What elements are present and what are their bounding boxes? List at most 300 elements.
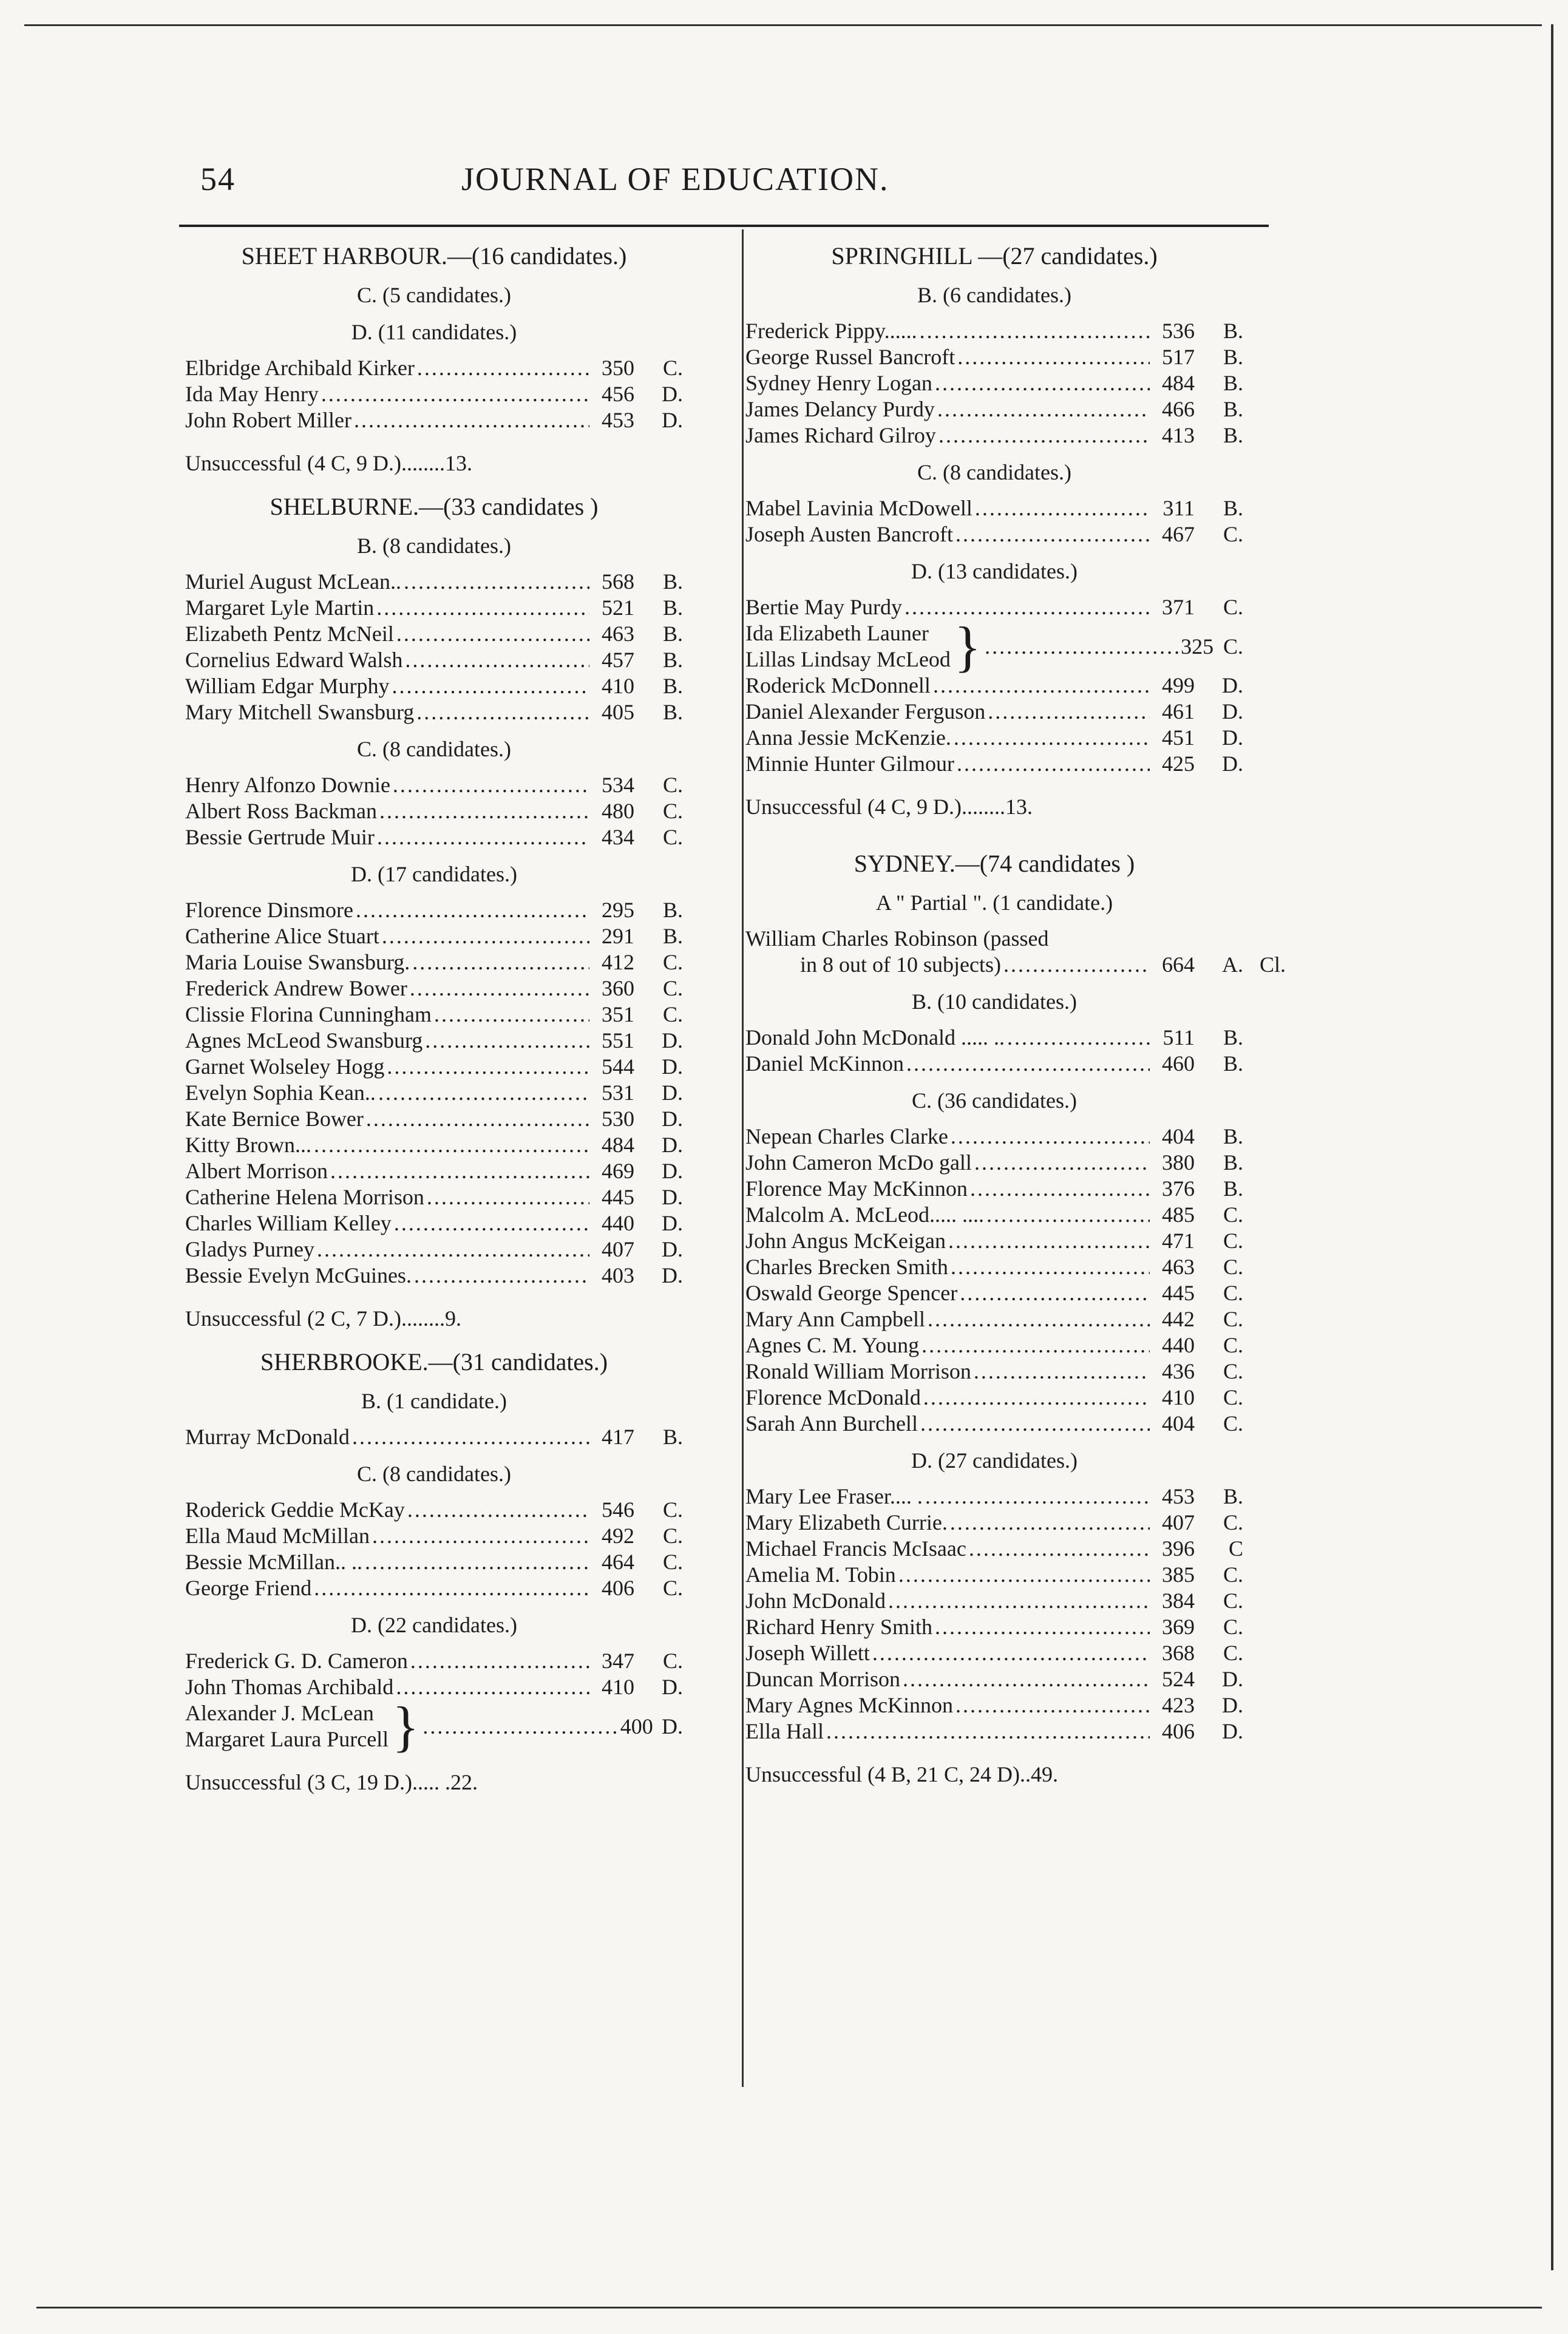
candidate-grade: C. xyxy=(1223,634,1243,659)
leader-dots xyxy=(872,1640,1150,1666)
candidate-grade: D. xyxy=(662,1237,683,1261)
candidate-score: 413 xyxy=(1162,423,1195,447)
candidate-grade: C. xyxy=(1223,1281,1243,1305)
candidate-name: John Robert Miller xyxy=(185,408,351,432)
candidate-entry xyxy=(745,1536,1243,1562)
candidate-grade: D. xyxy=(662,1675,683,1699)
candidate-score: 469 xyxy=(602,1159,634,1183)
candidate-entry xyxy=(745,1202,1243,1228)
candidate-score: 369 xyxy=(1162,1615,1195,1639)
candidate-name: Malcolm A. McLeod..... .... xyxy=(745,1203,984,1227)
candidate-grade: B. xyxy=(1223,1025,1243,1050)
candidate-score: 291 xyxy=(602,924,634,948)
candidate-name: Michael Francis McIsaac xyxy=(745,1536,966,1561)
candidate-grade: C. xyxy=(1223,1255,1243,1279)
candidate-entry xyxy=(185,569,683,595)
leader-dots xyxy=(366,1106,589,1132)
candidate-entry xyxy=(745,1280,1243,1306)
candidate-entry xyxy=(185,1184,683,1210)
candidate-entry xyxy=(185,647,683,673)
candidate-list xyxy=(745,1484,1243,1745)
candidate-score: 551 xyxy=(602,1028,634,1053)
candidate-grade: B. xyxy=(662,569,683,594)
candidate-score: 412 xyxy=(602,950,634,974)
candidate-score: 400 xyxy=(620,1714,653,1739)
candidate-entry xyxy=(745,1254,1243,1280)
candidate-entry xyxy=(745,495,1243,521)
candidate-name: Frederick Andrew Bower xyxy=(185,976,407,1000)
candidate-entry xyxy=(745,725,1243,751)
leader-dots xyxy=(974,1359,1150,1385)
candidate-score: 451 xyxy=(1162,725,1195,750)
leader-dots xyxy=(955,1692,1150,1718)
candidate-note: Cl. xyxy=(1259,952,1286,977)
leader-dots xyxy=(407,1497,589,1523)
grade-heading: C. (5 candidates.) xyxy=(357,283,511,307)
candidate-name: Bessie Evelyn McGuines. xyxy=(185,1263,412,1287)
candidate-score: 484 xyxy=(602,1133,634,1157)
candidate-score: 385 xyxy=(1162,1562,1195,1587)
candidate-grade: B. xyxy=(1223,1124,1243,1148)
candidate-list xyxy=(185,897,683,1289)
candidate-name: John McDonald xyxy=(745,1589,886,1613)
candidate-entry xyxy=(745,396,1243,422)
candidate-score: 406 xyxy=(1162,1719,1195,1743)
leader-dots xyxy=(974,1150,1150,1176)
candidate-name: Mary Ann Campbell xyxy=(745,1307,925,1331)
leader-dots xyxy=(410,1648,589,1674)
candidate-grade: B. xyxy=(1223,1051,1243,1076)
unsuccessful-summary: Unsuccessful (2 C, 7 D.)........9. xyxy=(185,1306,461,1331)
candidate-name: John Thomas Archibald xyxy=(185,1675,394,1699)
candidate-entry xyxy=(745,1718,1243,1745)
candidate-name: Evelyn Sophia Kean.. xyxy=(185,1080,376,1105)
candidate-grade: B. xyxy=(1223,1150,1243,1175)
candidate-score: 405 xyxy=(602,700,634,724)
candidate-score: 471 xyxy=(1162,1229,1195,1253)
column-divider xyxy=(742,229,744,2087)
leader-dots xyxy=(955,521,1150,548)
candidate-entry xyxy=(185,1575,683,1601)
candidate-score: 311 xyxy=(1162,496,1195,520)
candidate-score: 404 xyxy=(1162,1124,1195,1148)
candidate-entry xyxy=(745,1562,1243,1588)
leader-dots xyxy=(950,1510,1150,1536)
candidate-entry xyxy=(745,1666,1243,1692)
candidate-name: Florence Dinsmore xyxy=(185,898,353,922)
candidate-grade: C. xyxy=(1223,1385,1243,1410)
leader-dots xyxy=(352,1424,589,1450)
candidate-score: 453 xyxy=(602,408,634,432)
candidate-entry xyxy=(745,422,1243,449)
candidate-score: 440 xyxy=(602,1211,634,1235)
grade-heading: B. (6 candidates.) xyxy=(917,283,1071,307)
candidate-entry xyxy=(745,1359,1243,1385)
candidate-grade: D. xyxy=(662,408,683,432)
candidate-name: Charles Brecken Smith xyxy=(745,1255,948,1279)
leader-dots xyxy=(1003,952,1150,978)
candidate-entry xyxy=(745,699,1243,725)
candidate-name: Roderick McDonnell xyxy=(745,673,931,697)
section-shelburne xyxy=(185,494,683,1332)
bracketed-entry xyxy=(745,616,1243,677)
candidate-name: Ida Elizabeth Launer xyxy=(745,621,929,645)
candidate-name: Donald John McDonald ..... .. xyxy=(745,1025,1005,1050)
candidate-grade: D. xyxy=(662,1107,683,1131)
candidate-grade: C. xyxy=(662,1002,683,1026)
journal-title: JOURNAL OF EDUCATION. xyxy=(461,161,889,197)
leader-dots xyxy=(951,1254,1150,1280)
leader-dots xyxy=(957,344,1150,370)
candidate-score: 434 xyxy=(602,825,634,849)
candidate-score: 544 xyxy=(602,1054,634,1079)
candidate-name: Elbridge Archibald Kirker xyxy=(185,356,415,380)
candidate-grade: B. xyxy=(1223,1484,1243,1508)
section-sheet-harbour xyxy=(185,243,683,477)
candidate-entry xyxy=(745,1614,1243,1640)
candidate-name: Daniel Alexander Ferguson xyxy=(745,699,986,724)
candidate-name: Ella Hall xyxy=(745,1719,824,1743)
header-rule xyxy=(179,225,1269,227)
candidate-score: 380 xyxy=(1162,1150,1195,1175)
candidate-grade: D. xyxy=(1222,673,1243,697)
grade-heading: C. (8 candidates.) xyxy=(357,737,511,761)
leader-dots xyxy=(988,699,1150,725)
leader-dots xyxy=(377,824,589,850)
candidate-grade: C. xyxy=(1223,1203,1243,1227)
brace-symbol: } xyxy=(392,1695,419,1757)
candidate-entry xyxy=(745,1306,1243,1332)
candidate-grade: B. xyxy=(662,674,683,698)
candidate-score: 456 xyxy=(602,382,634,406)
candidate-entry xyxy=(185,1054,683,1080)
candidate-list xyxy=(185,1497,683,1601)
leader-dots xyxy=(937,396,1150,422)
candidate-name: Mary Elizabeth Currie. xyxy=(745,1510,948,1535)
candidate-name: Sarah Ann Burchell xyxy=(745,1411,918,1436)
leader-dots xyxy=(387,1054,589,1080)
section-title: SYDNEY.—(74 candidates ) xyxy=(854,850,1135,877)
candidate-entry xyxy=(185,1080,683,1106)
candidate-grade: C. xyxy=(662,799,683,823)
candidate-score: 350 xyxy=(602,356,634,380)
candidate-entry xyxy=(745,318,1243,344)
grade-heading: D. (22 candidates.) xyxy=(351,1613,517,1637)
candidate-score: 568 xyxy=(602,569,634,594)
candidate-score: 546 xyxy=(602,1498,634,1522)
candidate-entry xyxy=(185,798,683,824)
grade-heading: B. (8 candidates.) xyxy=(357,534,511,558)
partial-candidate-entry xyxy=(745,926,1286,978)
candidate-name: Ida May Henry xyxy=(185,382,319,406)
leader-dots xyxy=(425,1028,589,1054)
candidate-score: 410 xyxy=(602,674,634,698)
leader-dots xyxy=(928,1306,1150,1332)
candidate-name: Anna Jessie McKenzie. xyxy=(745,725,951,750)
leader-dots xyxy=(904,594,1150,620)
leader-dots xyxy=(948,1228,1150,1254)
candidate-name: Garnet Wolseley Hogg xyxy=(185,1054,385,1079)
leader-dots xyxy=(903,1666,1150,1692)
candidate-score: 376 xyxy=(1162,1176,1195,1201)
scan-edge-line xyxy=(24,24,1542,26)
leader-dots xyxy=(396,621,589,647)
bracketed-entry xyxy=(185,1695,683,1757)
candidate-entry xyxy=(185,355,683,381)
candidate-entry xyxy=(185,1263,683,1289)
candidate-entry xyxy=(745,1124,1243,1150)
candidate-score: 531 xyxy=(602,1080,634,1105)
leader-dots xyxy=(423,1714,620,1740)
candidate-score: 351 xyxy=(602,1002,634,1026)
grade-heading: B. (1 candidate.) xyxy=(361,1389,507,1413)
candidate-score: 536 xyxy=(1162,319,1195,343)
candidate-grade: D. xyxy=(1222,725,1243,750)
leader-dots xyxy=(417,355,589,381)
section-title: SHELBURNE.—(33 candidates ) xyxy=(270,493,599,520)
candidate-grade: D. xyxy=(662,1133,683,1157)
candidate-score: 511 xyxy=(1162,1025,1195,1050)
candidate-entry xyxy=(745,1588,1243,1614)
leader-dots xyxy=(898,1562,1150,1588)
candidate-list xyxy=(745,318,1243,449)
candidate-score: 534 xyxy=(602,773,634,797)
candidate-list xyxy=(185,1424,683,1450)
candidate-grade: C xyxy=(1228,1536,1243,1561)
candidate-grade: C. xyxy=(1223,1359,1243,1383)
candidate-entry xyxy=(185,1549,683,1575)
leader-dots xyxy=(954,725,1150,751)
candidate-grade: C. xyxy=(1223,595,1243,619)
candidate-grade: B. xyxy=(662,1425,683,1449)
section-title: SHERBROOKE.—(31 candidates.) xyxy=(260,1348,608,1376)
candidate-entry xyxy=(745,1510,1243,1536)
leader-dots xyxy=(376,595,589,621)
candidate-grade: B. xyxy=(1223,397,1243,421)
candidate-name: Mary Agnes McKinnon xyxy=(745,1693,953,1717)
candidate-score: 406 xyxy=(602,1576,634,1600)
unsuccessful-summary: Unsuccessful (4 B, 21 C, 24 D)..49. xyxy=(745,1762,1058,1786)
leader-dots xyxy=(414,1263,589,1289)
candidate-name: Charles William Kelley xyxy=(185,1211,392,1235)
candidate-name: John Cameron McDo gall xyxy=(745,1150,972,1175)
candidate-score: 485 xyxy=(1162,1203,1195,1227)
candidate-entry xyxy=(185,949,683,975)
grade-heading: C. (8 candidates.) xyxy=(917,460,1071,484)
candidate-score: 360 xyxy=(602,976,634,1000)
candidate-name: Sydney Henry Logan xyxy=(745,371,932,395)
leader-dots xyxy=(321,381,589,407)
candidate-name: Murray McDonald xyxy=(185,1425,350,1449)
leader-dots xyxy=(378,1080,589,1106)
candidate-score: 467 xyxy=(1162,522,1195,546)
candidate-score: 463 xyxy=(602,622,634,646)
candidate-entry xyxy=(745,1411,1243,1437)
candidate-score: 461 xyxy=(1162,699,1195,724)
candidate-name: Richard Henry Smith xyxy=(745,1615,932,1639)
candidate-score: 440 xyxy=(1162,1333,1195,1357)
unsuccessful-summary: Unsuccessful (4 C, 9 D.)........13. xyxy=(745,795,1033,819)
candidate-name: Amelia M. Tobin xyxy=(745,1562,896,1587)
leader-dots xyxy=(935,370,1150,396)
candidate-score: 403 xyxy=(602,1263,634,1287)
candidate-name: Agnes McLeod Swansburg xyxy=(185,1028,423,1053)
candidate-score: 480 xyxy=(602,799,634,823)
candidate-name: Lillas Lindsay McLeod xyxy=(745,647,951,671)
leader-dots xyxy=(826,1718,1150,1745)
left-column xyxy=(185,243,683,1813)
section-title: SHEET HARBOUR.—(16 candidates.) xyxy=(241,242,627,270)
leader-dots xyxy=(888,1588,1150,1614)
scan-edge-line xyxy=(36,2307,1542,2309)
grade-heading: B. (10 candidates.) xyxy=(912,989,1077,1014)
candidate-name: Kitty Brown... xyxy=(185,1133,312,1157)
leader-dots xyxy=(920,318,1150,344)
candidate-grade: C. xyxy=(662,1576,683,1600)
candidate-score: 517 xyxy=(1162,345,1195,369)
candidate-name: George Friend xyxy=(185,1576,312,1600)
candidate-name: Maria Louise Swansburg. xyxy=(185,950,410,974)
candidate-name: Albert Morrison xyxy=(185,1159,328,1183)
candidate-score: 524 xyxy=(1162,1667,1195,1691)
candidate-entry xyxy=(745,751,1243,777)
candidate-score: 492 xyxy=(602,1524,634,1548)
candidate-name: Florence McDonald xyxy=(745,1385,921,1410)
candidate-score: 464 xyxy=(602,1550,634,1574)
candidate-entry xyxy=(185,897,683,923)
candidate-name: Agnes C. M. Young xyxy=(745,1333,920,1357)
candidate-name: Minnie Hunter Gilmour xyxy=(745,751,954,776)
candidate-name: Bertie May Purdy xyxy=(745,595,902,619)
candidate-list xyxy=(745,1124,1243,1437)
candidate-name: Gladys Purney xyxy=(185,1237,314,1261)
candidate-entry xyxy=(745,1332,1243,1359)
candidate-grade: C. xyxy=(662,1550,683,1574)
leader-dots xyxy=(434,1002,589,1028)
candidate-score: 436 xyxy=(1162,1359,1195,1383)
candidate-grade: C. xyxy=(662,950,683,974)
candidate-grade: D. xyxy=(662,1054,683,1079)
candidate-entry xyxy=(185,1237,683,1263)
candidate-name: Mary Mitchell Swansburg xyxy=(185,700,415,724)
candidate-grade: B. xyxy=(1223,345,1243,369)
unsuccessful-summary: Unsuccessful (3 C, 19 D.)..... .22. xyxy=(185,1770,478,1794)
candidate-score: 445 xyxy=(602,1185,634,1209)
candidate-name: Florence May McKinnon xyxy=(745,1176,968,1201)
candidate-name: James Delancy Purdy xyxy=(745,397,935,421)
leader-dots xyxy=(938,422,1150,449)
leader-dots xyxy=(920,1411,1150,1437)
candidate-grade: C. xyxy=(662,773,683,797)
candidate-entry xyxy=(185,407,683,433)
candidate-score: 521 xyxy=(602,595,634,620)
candidate-grade: C. xyxy=(662,1649,683,1673)
leader-dots xyxy=(416,699,589,725)
candidate-name: Albert Ross Backman xyxy=(185,799,377,823)
candidate-score: 460 xyxy=(1162,1051,1195,1076)
candidate-name: Henry Alfonzo Downie xyxy=(185,773,390,797)
candidate-entry xyxy=(185,975,683,1002)
leader-dots xyxy=(393,772,589,798)
candidate-name: Kate Bernice Bower xyxy=(185,1107,364,1131)
candidate-name: Clissie Florina Cunningham xyxy=(185,1002,432,1026)
candidate-entry xyxy=(185,1674,683,1700)
candidate-score: 404 xyxy=(1162,1411,1195,1436)
leader-dots xyxy=(405,647,589,673)
candidate-entry xyxy=(185,1523,683,1549)
grade-heading: D. (13 candidates.) xyxy=(911,559,1078,583)
candidate-entry xyxy=(745,1228,1243,1254)
right-column xyxy=(745,242,1286,1805)
candidate-score: 457 xyxy=(602,648,634,672)
candidate-grade: A. xyxy=(1222,952,1243,977)
section-title: SPRINGHILL —(27 candidates.) xyxy=(831,242,1158,270)
candidate-grade: C. xyxy=(662,356,683,380)
candidate-grade: B. xyxy=(662,622,683,646)
candidate-entry xyxy=(745,344,1243,370)
candidate-entry xyxy=(185,1210,683,1237)
leader-dots xyxy=(392,673,589,699)
candidate-score: 384 xyxy=(1162,1589,1195,1613)
candidate-list xyxy=(745,673,1243,777)
leader-dots xyxy=(410,975,589,1002)
leader-dots xyxy=(379,798,589,824)
grade-heading: C. (8 candidates.) xyxy=(357,1462,511,1486)
candidate-grade: B. xyxy=(1223,496,1243,520)
candidate-grade: B. xyxy=(662,700,683,724)
candidate-entry xyxy=(745,1385,1243,1411)
candidate-name-continued: in 8 out of 10 subjects) xyxy=(800,952,1001,977)
candidate-grade: B. xyxy=(662,924,683,948)
candidate-entry xyxy=(185,1002,683,1028)
candidate-name: William Charles Robinson (passed xyxy=(745,926,1049,951)
candidate-entry xyxy=(185,381,683,407)
candidate-entry xyxy=(185,772,683,798)
candidate-entry xyxy=(185,1648,683,1674)
candidate-score: 423 xyxy=(1162,1693,1195,1717)
candidate-grade: C. xyxy=(1223,1641,1243,1665)
grade-heading: C. (36 candidates.) xyxy=(912,1088,1077,1113)
leader-dots xyxy=(427,1184,589,1210)
candidate-grade: D. xyxy=(1222,1667,1243,1691)
leader-dots xyxy=(951,1124,1150,1150)
leader-dots xyxy=(365,1549,589,1575)
candidate-grade: C. xyxy=(1223,1229,1243,1253)
candidate-score: 463 xyxy=(1162,1255,1195,1279)
candidate-list xyxy=(185,1648,683,1700)
candidate-score: 664 xyxy=(1162,952,1195,977)
leader-dots xyxy=(394,1210,589,1237)
candidate-grade: C. xyxy=(1223,1562,1243,1587)
candidate-grade: D. xyxy=(662,1028,683,1053)
candidate-score: 417 xyxy=(602,1425,634,1449)
leader-dots xyxy=(404,569,589,595)
leader-dots xyxy=(969,1536,1150,1562)
candidate-grade: C. xyxy=(1223,1615,1243,1639)
candidate-score: 410 xyxy=(1162,1385,1195,1410)
candidate-entry xyxy=(185,923,683,949)
candidate-score: 295 xyxy=(602,898,634,922)
candidate-name: Ronald William Morrison xyxy=(745,1359,971,1383)
candidate-grade: B. xyxy=(1223,1176,1243,1201)
candidate-name: Ella Maud McMillan xyxy=(185,1524,370,1548)
candidate-grade: D. xyxy=(1222,1693,1243,1717)
candidate-name: Oswald George Spencer xyxy=(745,1281,958,1305)
candidate-name: Bessie Gertrude Muir xyxy=(185,825,375,849)
candidate-grade: D. xyxy=(1222,1719,1243,1743)
candidate-score: 368 xyxy=(1162,1641,1195,1665)
leader-dots xyxy=(354,407,589,433)
